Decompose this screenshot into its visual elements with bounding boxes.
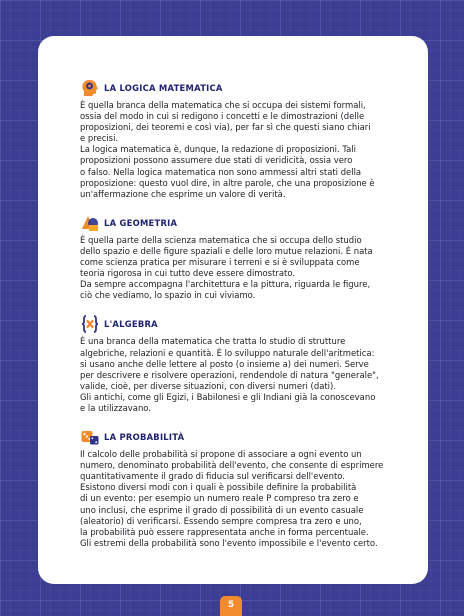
- book-page: [38, 36, 428, 584]
- section-geometria: [80, 213, 406, 302]
- braces-x-icon: [80, 314, 100, 334]
- paragraph: Gli antichi, come gli Egizi, i Babilonesi e gli Indiani già la conoscevano e la utilizzavano.: [80, 391, 376, 413]
- geometric-shapes-icon: [80, 213, 100, 233]
- paragraph: Da sempre accompagna l'architettura e la pittura, riguarda le figure, ciò che vediamo, lo spazio in cui viviamo.: [80, 279, 371, 301]
- paragraph: Esistono diversi modi con i quali è possibile definire la probabilità di un evento: per esempio un numero reale P compreso tra zero e uno inclusi, che esprime il grado di possibilità di un evento casuale (aleatorio) di verificarsi. Essendo sempre compresa tra zero e uno, la probabilità può essere rappresentata anche in forma percentuale. Gli estremi della probabilità sono l'evento impossibile e l'evento certo.: [80, 482, 378, 548]
- paragraph: La logica matematica è, dunque, la redazione di proposizioni. Tali proposizioni possono assumere due stati di veridicità, ossia vero o falso. Nella logica matematica non sono ammessi altri stati della proposizione: questo vuol dire, in altre parole, che una proposizione è un'affermazione che esprime un valore di verità.: [80, 144, 375, 199]
- section-title: LA GEOMETRIA: [104, 217, 178, 228]
- head-gear-icon: [80, 78, 100, 98]
- section-header: [80, 314, 406, 334]
- section-header: [80, 427, 406, 447]
- section-header: [80, 78, 406, 98]
- paragraph: Il calcolo delle probabilità si propone di associare a ogni evento un numero, denominato probabilità dell'evento, che consente di esprimere quantitativamente il grado di fiducia sul verificarsi dell'evento.: [80, 449, 384, 482]
- section-probabilita: [80, 427, 406, 549]
- paragraph: È quella parte della scienza matematica che si occupa dello studio dello spazio e delle figure spaziali e delle loro mutue relazioni. È nata come scienza pratica per misurare i terreni e si è sviluppata come teoria rigorosa in cui tutto deve essere dimostrato.: [80, 234, 373, 279]
- section-title: L'ALGEBRA: [104, 319, 158, 330]
- section-title: LA PROBABILITÀ: [104, 432, 185, 443]
- section-algebra: [80, 314, 406, 414]
- section-title: LA LOGICA MATEMATICA: [104, 83, 223, 93]
- paragraph: È quella branca della matematica che si occupa dei sistemi formali, ossia del modo in cui si redigono i concetti e le dimostrazioni (delle proposizioni, dei teoremi e così via), per far sì che questi siano chiari e precisi.: [80, 100, 371, 144]
- dice-icon: [80, 427, 100, 447]
- section-logica: [80, 78, 406, 200]
- page-number: 5: [220, 596, 242, 616]
- section-header: [80, 213, 406, 233]
- paragraph: È una branca della matematica che tratta lo studio di strutture algebriche, relazioni e quantità. È lo sviluppo naturale dell'aritmetica: si usano anche delle lettere al posto (o insieme a) dei numeri. Serve per descrivere e risolvere operazioni, rendendole di natura "generale", valide, cioè, per diverse situazioni, con diversi numeri (dati).: [80, 336, 379, 391]
